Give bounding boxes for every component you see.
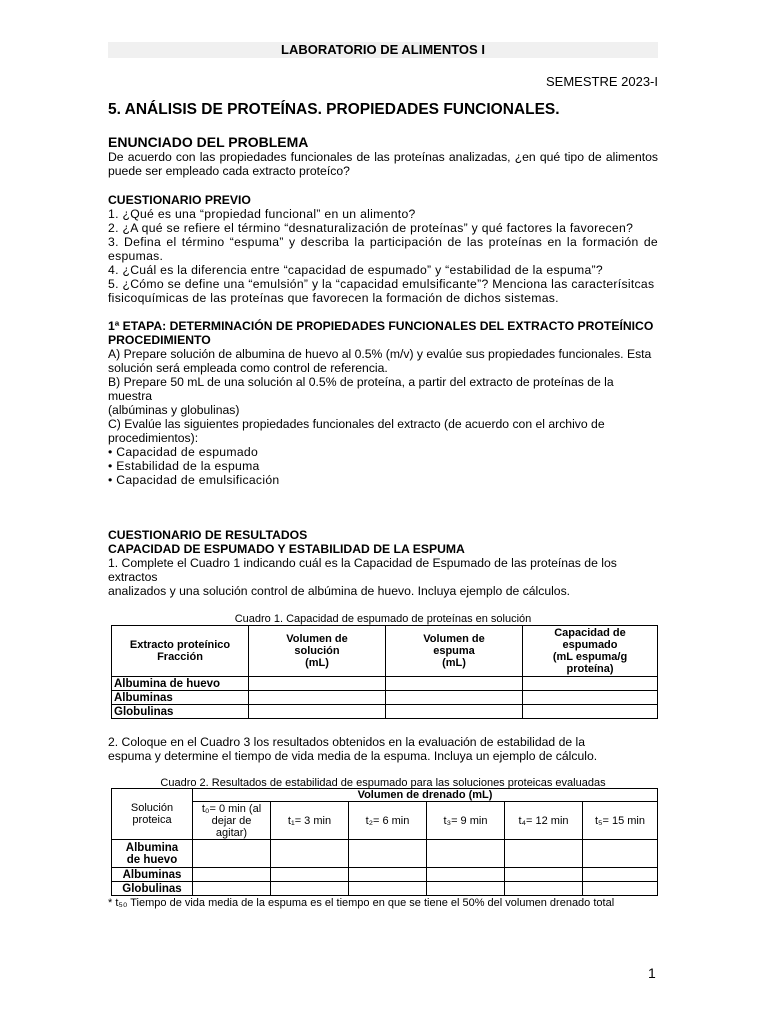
t2-cell[interactable] xyxy=(271,882,349,896)
problem-section xyxy=(108,134,658,178)
p2-line2: espuma y determine el tiempo de vida media de la espuma. Incluya un ejemplo de cálculo. xyxy=(108,749,598,763)
t1-header-capacidad: Capacidad de espumado (mL espuma/g proteína) xyxy=(523,626,658,677)
t1-cell[interactable] xyxy=(386,691,523,705)
etapa-section xyxy=(108,319,658,487)
proc-b2: (albúminas y globulinas) xyxy=(108,403,240,417)
t2-header-t2: t₂= 6 min xyxy=(349,802,427,840)
t1-cell[interactable] xyxy=(523,705,658,719)
table1 xyxy=(111,625,658,719)
page-number: 1 xyxy=(648,965,656,981)
t2-header-solucion: Solución proteica xyxy=(112,789,193,840)
previo-q4: 4. ¿Cuál es la diferencia entre “capacidad de espumado” y “estabilidad de la espuma”? xyxy=(108,263,603,277)
t2-header-t5: t₅= 15 min xyxy=(583,802,658,840)
table1-caption: Cuadro 1. Capacidad de espumado de proteínas en solución xyxy=(234,613,532,625)
proc-a1: A) Prepare solución de albumina de huevo al 0.5% (m/v) y evalúe sus propiedades funcionales. Esta xyxy=(108,347,652,361)
t2-row-label: Albumina de huevo xyxy=(112,840,193,868)
footnote: * t₅₀ Tiempo de vida media de la espuma es el tiempo en que se tiene el 50% del volumen drenado total xyxy=(108,897,615,909)
previo-heading: CUESTIONARIO PREVIO xyxy=(108,193,251,207)
t2-cell[interactable] xyxy=(349,868,427,882)
t2-row-label: Albuminas xyxy=(112,868,193,882)
t1-cell[interactable] xyxy=(249,677,386,691)
t2-cell[interactable] xyxy=(583,868,658,882)
t2-cell[interactable] xyxy=(193,840,271,868)
section-title: 5. ANÁLISIS DE PROTEÍNAS. PROPIEDADES FUNCIONALES. xyxy=(108,101,560,118)
bullet-1: • Capacidad de espumado xyxy=(108,445,259,459)
problem-text: De acuerdo con las propiedades funcionales de las proteínas analizadas, ¿en qué tipo de alimentos puede ser empleado cada extracto proteíco? xyxy=(108,150,658,178)
t1-row-label: Albuminas xyxy=(112,691,249,705)
t2-cell[interactable] xyxy=(427,882,505,896)
resultados-section xyxy=(108,528,658,598)
resultados-p1b: analizados y una solución control de albúmina de huevo. Incluya ejemplo de cálculos. xyxy=(108,584,571,598)
resultados-p1a: 1. Complete el Cuadro 1 indicando cuál es la Capacidad de Espumado de las proteínas de los extractos xyxy=(108,556,617,584)
semester-label: SEMESTRE 2023-I xyxy=(546,74,658,89)
t1-header-vol-solucion: Volumen de solución (mL) xyxy=(249,626,386,677)
t1-row-label: Globulinas xyxy=(112,705,249,719)
t1-cell[interactable] xyxy=(249,705,386,719)
t2-cell[interactable] xyxy=(583,882,658,896)
t1-cell[interactable] xyxy=(523,677,658,691)
bullet-3: • Capacidad de emulsificación xyxy=(108,473,280,487)
proc-a2: solución será empleada como control de referencia. xyxy=(108,361,388,375)
t1-header-vol-espuma: Volumen de espuma (mL) xyxy=(386,626,523,677)
previo-q5a: 5. ¿Cómo se define una “emulsión” y la “capacidad emulsificante”? Menciona las caracterísitcas xyxy=(108,277,655,291)
t2-header-t4: t₄= 12 min xyxy=(505,802,583,840)
t2-header-group: Volumen de drenado (mL) xyxy=(193,789,658,802)
previo-q3: 3. Defina el término “espuma” y describa la participación de las proteínas en la formación de espumas. xyxy=(108,235,658,263)
t2-cell[interactable] xyxy=(505,840,583,868)
proc-b1: B) Prepare 50 mL de una solución al 0.5% de proteína, a partir del extracto de proteínas de la muestra xyxy=(108,375,614,403)
paragraph-2 xyxy=(108,735,658,763)
t2-cell[interactable] xyxy=(271,840,349,868)
t1-row-label: Albumina de huevo xyxy=(112,677,249,691)
t2-cell[interactable] xyxy=(583,840,658,868)
table2 xyxy=(111,788,658,896)
resultados-subheading: CAPACIDAD DE ESPUMADO Y ESTABILIDAD DE LA ESPUMA xyxy=(108,542,465,556)
etapa-heading: 1ª ETAPA: DETERMINACIÓN DE PROPIEDADES FUNCIONALES DEL EXTRACTO PROTEÍNICO xyxy=(108,319,654,333)
procedimiento-heading: PROCEDIMIENTO xyxy=(108,333,211,347)
t2-cell[interactable] xyxy=(193,868,271,882)
cuestionario-previo xyxy=(108,193,658,305)
t2-row-label: Globulinas xyxy=(112,882,193,896)
t2-cell[interactable] xyxy=(505,868,583,882)
resultados-heading: CUESTIONARIO DE RESULTADOS xyxy=(108,528,308,542)
t2-cell[interactable] xyxy=(349,882,427,896)
problem-heading: ENUNCIADO DEL PROBLEMA xyxy=(108,134,309,150)
t1-cell[interactable] xyxy=(523,691,658,705)
bullet-2: • Estabilidad de la espuma xyxy=(108,459,260,473)
proc-c1: C) Evalúe las siguientes propiedades funcionales del extracto (de acuerdo con el archivo de procedimientos): xyxy=(108,417,605,445)
t2-header-t1: t₁= 3 min xyxy=(271,802,349,840)
p2-line1: 2. Coloque en el Cuadro 3 los resultados obtenidos en la evaluación de estabilidad de la xyxy=(108,735,585,749)
t2-cell[interactable] xyxy=(427,840,505,868)
t2-cell[interactable] xyxy=(427,868,505,882)
t1-header-extracto: Extracto proteínico Fracción xyxy=(112,626,249,677)
t2-cell[interactable] xyxy=(193,882,271,896)
t1-cell[interactable] xyxy=(249,691,386,705)
table2-caption: Cuadro 2. Resultados de estabilidad de espumado para las soluciones proteicas evaluadas xyxy=(160,777,606,789)
t1-cell[interactable] xyxy=(386,705,523,719)
previo-q1: 1. ¿Qué es una “propiedad funcional” en un alimento? xyxy=(108,207,416,221)
t2-cell[interactable] xyxy=(271,868,349,882)
t2-cell[interactable] xyxy=(349,840,427,868)
t2-header-t3: t₃= 9 min xyxy=(427,802,505,840)
t2-cell[interactable] xyxy=(505,882,583,896)
previo-q5b: fisicoquímicas de las proteínas que favorecen la formación de dichos sistemas. xyxy=(108,291,559,305)
previo-q2: 2. ¿A qué se refiere el término “desnaturalización de proteínas” y qué factores la favorecen? xyxy=(108,221,634,235)
t2-header-t0: t₀= 0 min (al dejar de agitar) xyxy=(193,802,271,840)
header-lab-title: LABORATORIO DE ALIMENTOS I xyxy=(108,42,658,58)
t1-cell[interactable] xyxy=(386,677,523,691)
